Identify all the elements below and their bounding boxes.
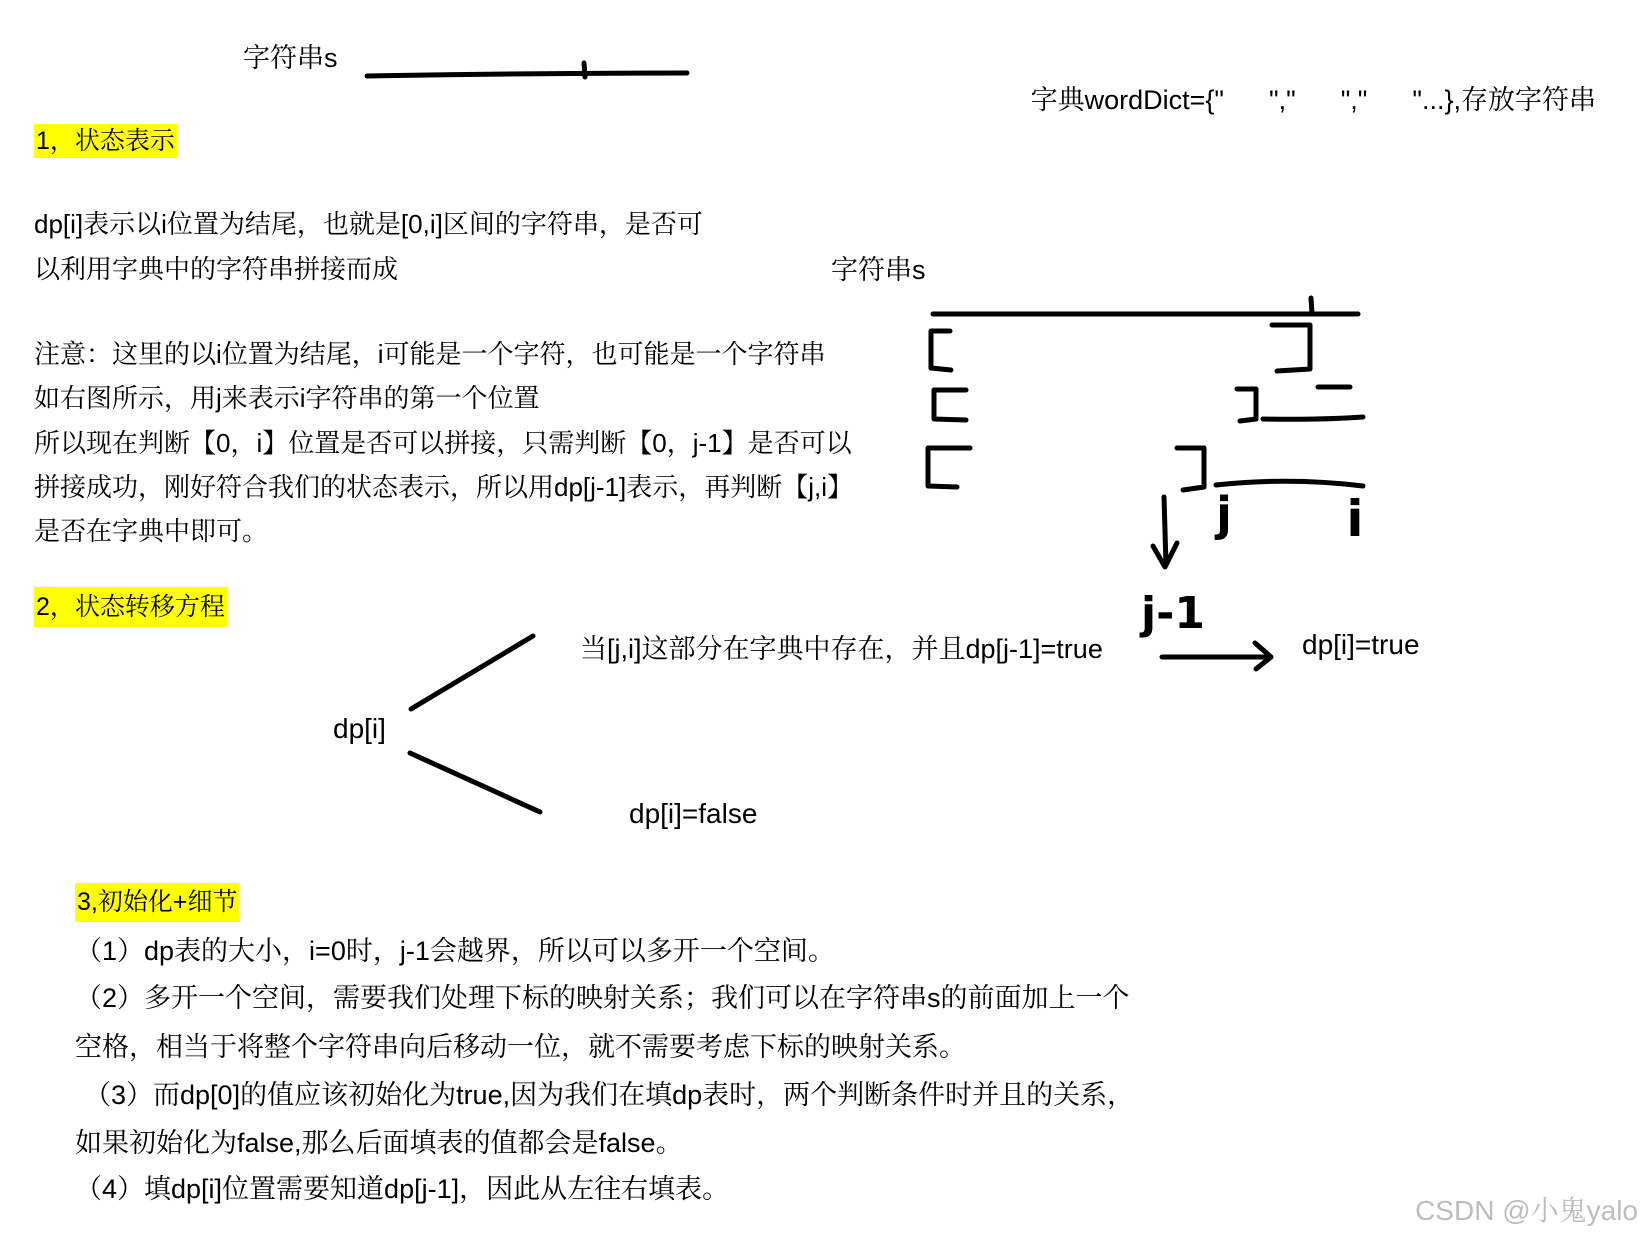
transition-false-result: dp[i]=false (629, 798, 758, 829)
label-i: i (1346, 490, 1364, 548)
detail-line-5: 如果初始化为false,那么后面填表的值都会是false。 (75, 1128, 683, 1158)
definition-line-1: dp[i]表示以i位置为结尾，也就是[0,i]区间的字符串，是否可 (34, 209, 703, 239)
right-bracket-row-1 (1272, 325, 1310, 371)
right-bracket-row-2 (1237, 389, 1256, 421)
detail-line-6: （4）填dp[i]位置需要知道dp[j-1]，因此从左往右填表。 (75, 1174, 730, 1204)
branch-line-false (410, 753, 540, 812)
note-line-2: 如右图所示，用j来表示i字符串的第一个位置 (34, 383, 540, 413)
top-string-tick (584, 63, 585, 77)
diagram-string-label: 字符串s (831, 255, 926, 285)
note-line-5: 是否在字典中即可。 (34, 516, 269, 546)
segment-j-i-row-2 (1263, 417, 1363, 419)
detail-line-3: 空格，相当于将整个字符串向后移动一位，就不需要考虑下标的映射关系。 (75, 1032, 966, 1062)
left-bracket-row-1 (931, 331, 951, 370)
diagram-string-end-tick (1311, 298, 1312, 314)
branch-line-true (411, 636, 533, 709)
detail-line-2: （2）多开一个空间，需要我们处理下标的映射关系；我们可以在字符串s的前面加上一个 (75, 983, 1130, 1013)
detail-line-4: （3）而dp[0]的值应该初始化为true,因为我们在填dp表时，两个判断条件时并且的关系， (84, 1080, 1135, 1110)
segment-j-i-row-3 (1216, 481, 1363, 486)
definition-line-2: 以利用字典中的字符串拼接而成 (34, 254, 399, 284)
top-string-label: 字符串s (243, 43, 338, 73)
top-string-underline (367, 73, 687, 76)
section2-heading: 2，状态转移方程 (34, 587, 227, 627)
transition-true-result: dp[i]=true (1302, 629, 1420, 660)
transition-root: dp[i] (333, 713, 386, 744)
down-arrow (1153, 497, 1177, 567)
left-bracket-row-2 (934, 390, 966, 420)
left-bracket-row-3 (928, 448, 970, 487)
csdn-watermark: CSDN @小鬼yalo (1415, 1195, 1638, 1226)
dictionary-label: 字典wordDict={" "," "," "...},存放字符串 (1030, 85, 1596, 115)
label-j: j (1216, 487, 1232, 541)
transition-true-condition: 当[j,i]这部分在字典中存在，并且dp[j-1]=true (580, 634, 1103, 664)
section3-heading: 3,初始化+细节 (75, 883, 239, 922)
section1-heading: 1，状态表示 (34, 124, 177, 158)
note-line-1: 注意：这里的以i位置为结尾，i可能是一个字符，也可能是一个字符串 (34, 339, 826, 369)
right-bracket-row-3 (1177, 448, 1204, 490)
note-line-3: 所以现在判断【0，i】位置是否可以拼接，只需判断【0，j-1】是否可以 (34, 428, 852, 458)
label-j-minus-1: j-1 (1141, 588, 1205, 639)
right-arrow (1162, 643, 1271, 669)
detail-line-1: （1）dp表的大小，i=0时，j-1会越界，所以可以多开一个空间。 (75, 936, 835, 966)
note-line-4: 拼接成功，刚好符合我们的状态表示，所以用dp[j-1]表示，再判断【j,i】 (34, 472, 854, 502)
